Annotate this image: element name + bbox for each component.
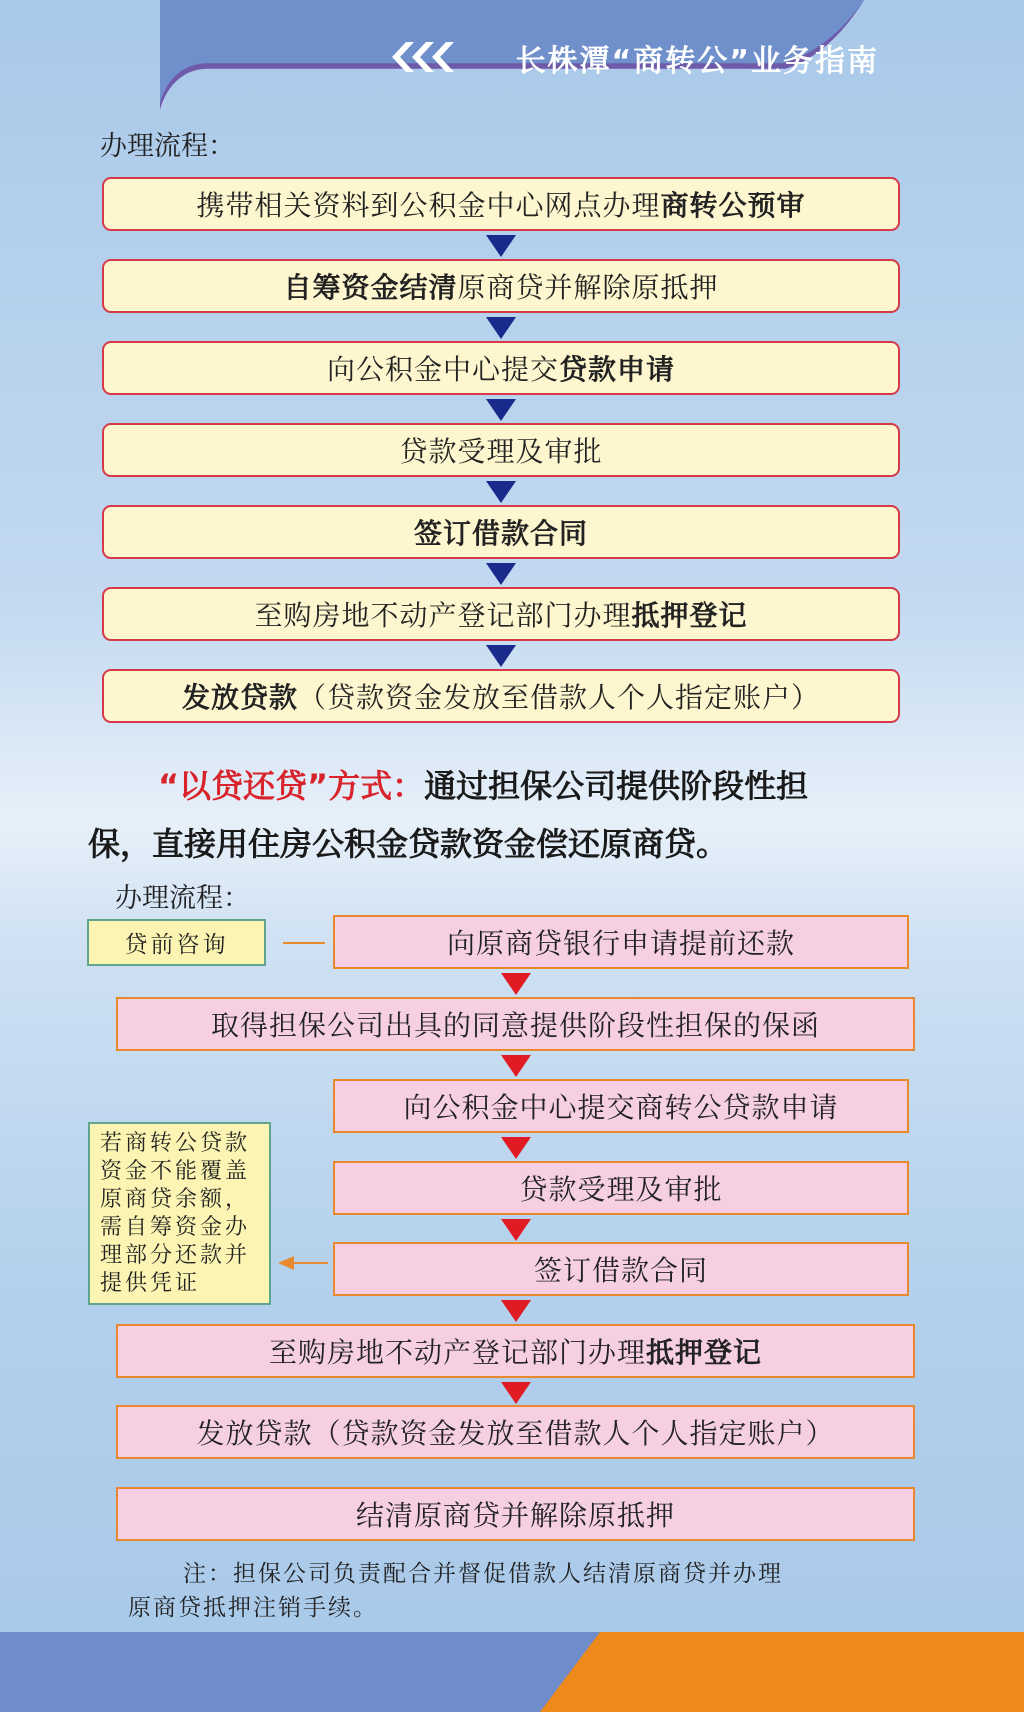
arrow-down-icon <box>486 317 516 339</box>
method-title: “以贷还贷”方式： <box>158 767 425 805</box>
footnote-line2: 原商贷抵押注销手续。 <box>128 1595 378 1621</box>
section2-step-3: 向公积金中心提交商转公贷款申请 <box>333 1079 909 1133</box>
step-text: 贷款受理及审批 <box>399 435 603 468</box>
section1-step-1 <box>102 177 900 231</box>
method-text-line2: 保，直接用住房公积金贷款资金偿还原商贷。 <box>88 825 729 863</box>
section1-step-3 <box>102 341 900 395</box>
side-note-line: 若商转公贷款 <box>100 1131 251 1156</box>
arrow-down-icon <box>501 1300 531 1322</box>
arrow-down-icon <box>501 973 531 995</box>
arrow-down-icon <box>501 1382 531 1404</box>
arrow-down-icon <box>486 645 516 667</box>
side-note-line: 理部分还款并 <box>100 1243 251 1268</box>
footnote-line1: 注：担保公司负责配合并督促借款人结清原商贷并办理 <box>183 1561 783 1587</box>
consult-box: 贷前咨询 <box>87 919 266 966</box>
step-text: 至购房地不动产登记部门办理 <box>268 1336 646 1369</box>
section2-step-5: 签订借款合同 <box>333 1242 909 1296</box>
side-note-line: 需自筹资金办 <box>100 1215 251 1240</box>
chevrons-left-icon <box>388 40 464 74</box>
section2-step-6 <box>116 1324 915 1378</box>
section1-step-7 <box>102 669 900 723</box>
side-note-line: 提供凭证 <box>100 1271 201 1296</box>
step-text: 原商贷并解除原抵押 <box>457 271 719 304</box>
footer-band <box>0 1632 1024 1712</box>
page-title: 长株潭“商转公”业务指南 <box>515 44 879 79</box>
section1-label: 办理流程： <box>100 131 235 162</box>
section1-step-6 <box>102 587 900 641</box>
step-text: 至购房地不动产登记部门办理 <box>254 599 632 632</box>
side-note-box <box>88 1122 271 1305</box>
section2-step-2: 取得担保公司出具的同意提供阶段性担保的保函 <box>116 997 915 1051</box>
step-bold-text: 签订借款合同 <box>413 517 588 550</box>
section1-step-5 <box>102 505 900 559</box>
section2-step-8: 结清原商贷并解除原抵押 <box>116 1487 915 1541</box>
method-text-line1: 通过担保公司提供阶段性担 <box>424 767 809 805</box>
side-note-line: 原商贷余额， <box>100 1187 251 1212</box>
arrow-down-icon <box>486 563 516 585</box>
section2-step-4: 贷款受理及审批 <box>333 1161 909 1215</box>
method-paragraph <box>88 757 928 873</box>
step-text: （贷款资金发放至借款人个人指定账户） <box>298 681 821 714</box>
step-bold-text: 抵押登记 <box>631 599 748 632</box>
step-text: 向公积金中心提交 <box>326 353 559 386</box>
section2-step-1: 向原商贷银行申请提前还款 <box>333 915 909 969</box>
arrow-down-icon <box>501 1219 531 1241</box>
connector-line <box>283 942 325 944</box>
footnote <box>128 1557 928 1625</box>
arrow-down-icon <box>486 481 516 503</box>
section1-step-2 <box>102 259 900 313</box>
arrow-down-icon <box>501 1137 531 1159</box>
section1-step-4 <box>102 423 900 477</box>
section2-step-7: 发放贷款（贷款资金发放至借款人个人指定账户） <box>116 1405 915 1459</box>
section2-label: 办理流程： <box>115 883 250 914</box>
step-bold-text: 发放贷款 <box>181 681 298 714</box>
arrow-down-icon <box>486 399 516 421</box>
step-bold-text: 自筹资金结清 <box>283 271 458 304</box>
side-note-line: 资金不能覆盖 <box>100 1159 251 1184</box>
step-bold-text: 抵押登记 <box>646 1336 763 1369</box>
step-text: 携带相关资料到公积金中心网点办理 <box>196 189 661 222</box>
arrow-down-icon <box>486 235 516 257</box>
step-bold-text: 商转公预审 <box>660 189 806 222</box>
step-bold-text: 贷款申请 <box>559 353 676 386</box>
arrow-left-icon <box>278 1255 330 1271</box>
arrow-down-icon <box>501 1055 531 1077</box>
